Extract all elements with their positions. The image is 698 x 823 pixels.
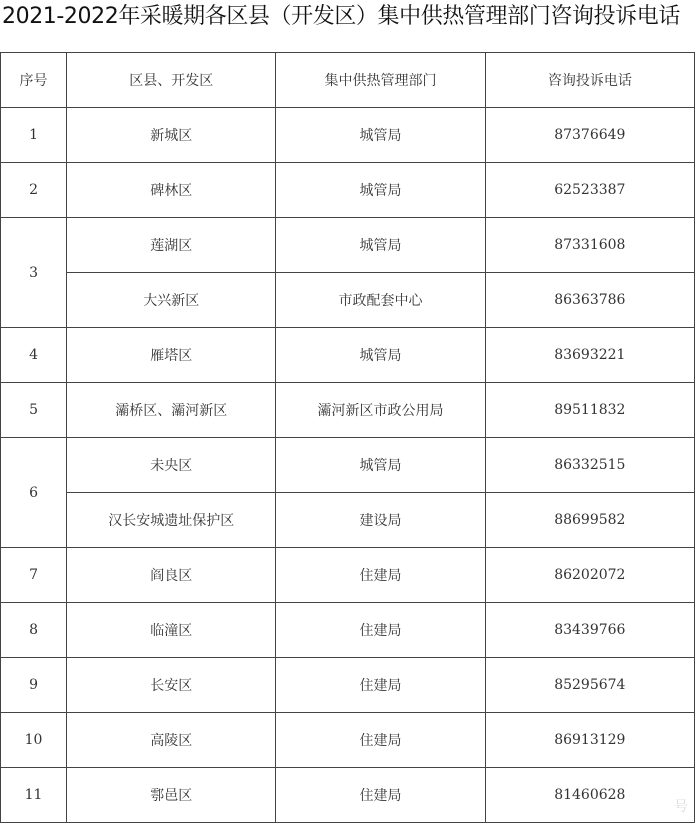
table-row (1, 713, 695, 768)
department-cell: 城管局 (276, 108, 485, 163)
phone-cell: 87331608 (485, 218, 694, 273)
district-cell: 高陵区 (67, 713, 276, 768)
seq-cell: 2 (1, 163, 67, 218)
table-row (1, 273, 695, 328)
phone-cell: 88699582 (485, 493, 694, 548)
table-row (1, 328, 695, 383)
header-department: 集中供热管理部门 (276, 53, 485, 108)
table-row (1, 438, 695, 493)
table-row (1, 603, 695, 658)
phone-cell: 87376649 (485, 108, 694, 163)
department-cell: 城管局 (276, 163, 485, 218)
district-cell: 新城区 (67, 108, 276, 163)
phone-cell: 81460628 (485, 768, 694, 823)
table-row (1, 383, 695, 438)
seq-cell: 6 (1, 438, 67, 548)
department-cell: 住建局 (276, 768, 485, 823)
district-cell: 灞桥区、灞河新区 (67, 383, 276, 438)
table-row (1, 658, 695, 713)
table-header-row (1, 53, 695, 108)
department-cell: 城管局 (276, 218, 485, 273)
phone-cell: 89511832 (485, 383, 694, 438)
header-seq: 序号 (1, 53, 67, 108)
seq-cell: 9 (1, 658, 67, 713)
table-row (1, 768, 695, 823)
table-row (1, 108, 695, 163)
district-cell: 汉长安城遗址保护区 (67, 493, 276, 548)
department-cell: 城管局 (276, 438, 485, 493)
district-cell: 莲湖区 (67, 218, 276, 273)
department-cell: 住建局 (276, 603, 485, 658)
table-row (1, 493, 695, 548)
phone-cell: 62523387 (485, 163, 694, 218)
seq-cell: 4 (1, 328, 67, 383)
department-cell: 住建局 (276, 658, 485, 713)
department-cell: 城管局 (276, 328, 485, 383)
district-cell: 雁塔区 (67, 328, 276, 383)
table-row (1, 218, 695, 273)
seq-cell: 10 (1, 713, 67, 768)
header-phone: 咨询投诉电话 (485, 53, 694, 108)
phone-cell: 83693221 (485, 328, 694, 383)
district-cell: 鄠邑区 (67, 768, 276, 823)
seq-cell: 11 (1, 768, 67, 823)
phone-cell: 85295674 (485, 658, 694, 713)
seq-cell: 5 (1, 383, 67, 438)
hotline-table (0, 52, 695, 823)
watermark: 号 (674, 799, 688, 815)
district-cell: 碑林区 (67, 163, 276, 218)
phone-cell: 83439766 (485, 603, 694, 658)
seq-cell: 1 (1, 108, 67, 163)
district-cell: 阎良区 (67, 548, 276, 603)
department-cell: 住建局 (276, 713, 485, 768)
table-row (1, 163, 695, 218)
district-cell: 大兴新区 (67, 273, 276, 328)
seq-cell: 8 (1, 603, 67, 658)
department-cell: 市政配套中心 (276, 273, 485, 328)
table-row (1, 548, 695, 603)
phone-cell: 86363786 (485, 273, 694, 328)
header-district: 区县、开发区 (67, 53, 276, 108)
phone-cell: 86202072 (485, 548, 694, 603)
document-title: 2021-2022年采暖期各区县（开发区）集中供热管理部门咨询投诉电话 (2, 4, 680, 29)
district-cell: 未央区 (67, 438, 276, 493)
department-cell: 建设局 (276, 493, 485, 548)
phone-cell: 86913129 (485, 713, 694, 768)
district-cell: 长安区 (67, 658, 276, 713)
seq-cell: 3 (1, 218, 67, 328)
phone-cell: 86332515 (485, 438, 694, 493)
seq-cell: 7 (1, 548, 67, 603)
district-cell: 临潼区 (67, 603, 276, 658)
department-cell: 灞河新区市政公用局 (276, 383, 485, 438)
department-cell: 住建局 (276, 548, 485, 603)
